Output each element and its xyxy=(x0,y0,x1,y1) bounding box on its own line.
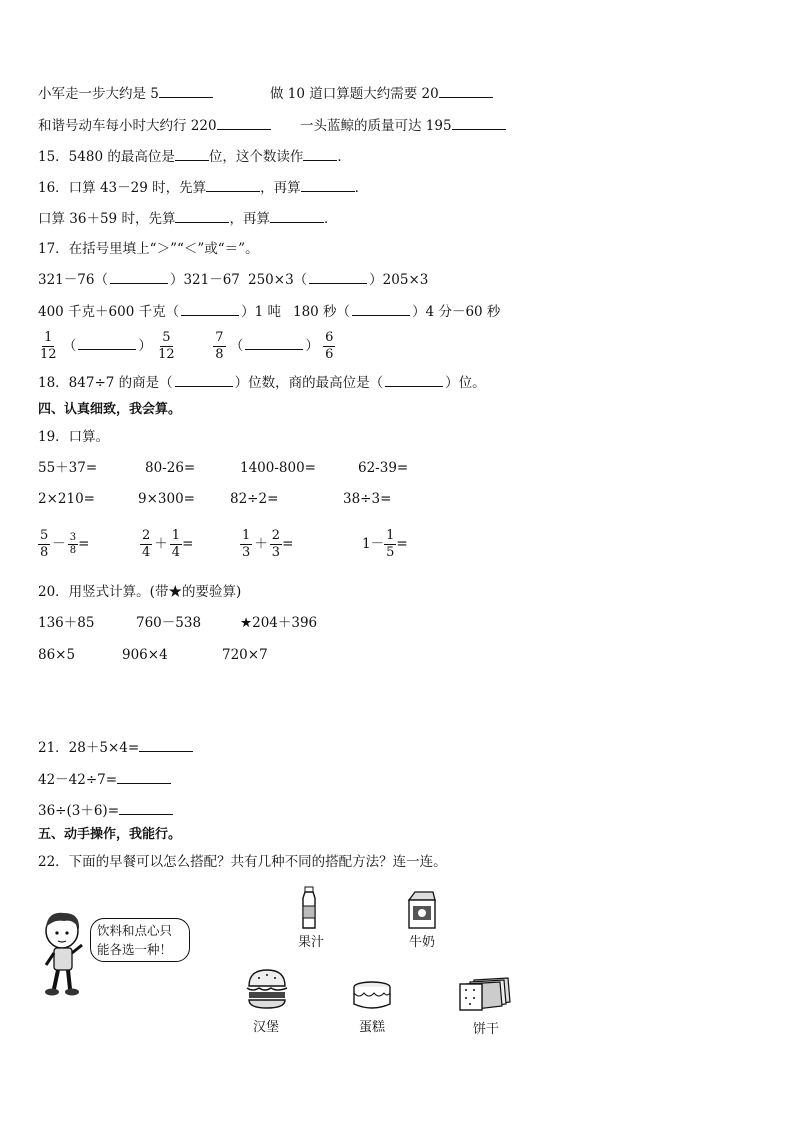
fraction xyxy=(38,528,50,561)
q-unit-step-text: 小军走一步大约是 5 xyxy=(38,86,159,102)
q17-text: ）4 分－60 秒 xyxy=(412,304,501,320)
q16-text-c: ． xyxy=(354,180,369,196)
q16-text-b: ，再算 xyxy=(260,180,301,196)
q-unit-train xyxy=(38,116,271,135)
question-21-c xyxy=(38,801,173,820)
answer-blank[interactable] xyxy=(309,272,367,284)
denominator: 8 xyxy=(215,347,224,362)
answer-blank[interactable] xyxy=(181,304,239,316)
answer-blank[interactable] xyxy=(270,209,324,223)
operator: ＋ xyxy=(254,536,268,552)
label-milk: 牛奶 xyxy=(408,935,435,950)
fraction xyxy=(384,528,396,561)
numerator: 1 xyxy=(386,528,395,543)
equals: = xyxy=(282,536,294,552)
answer-blank[interactable] xyxy=(217,116,271,130)
q21-text: 21．28＋5×4= xyxy=(38,740,140,756)
q19-frac-b xyxy=(140,524,193,564)
q17-row1-left xyxy=(38,271,240,289)
q15-text-c: ． xyxy=(337,149,351,165)
q17-text: ）205×3 xyxy=(369,272,429,288)
fraction xyxy=(140,528,152,561)
equals: = xyxy=(182,536,194,552)
q20-item: 760－538 xyxy=(136,615,202,631)
q19-item: 9×300= xyxy=(138,491,195,507)
q20-item: 720×7 xyxy=(222,647,268,663)
denominator: 6 xyxy=(325,347,334,362)
q19-item: 55＋37= xyxy=(38,460,98,476)
answer-blank[interactable] xyxy=(303,147,337,161)
numerator: 1 xyxy=(44,330,53,345)
equals: = xyxy=(396,536,408,552)
numerator: 2 xyxy=(271,528,281,543)
answer-blank[interactable] xyxy=(119,801,173,815)
denominator: 5 xyxy=(386,545,395,560)
speech-bubble xyxy=(90,918,190,962)
fraction xyxy=(68,532,78,557)
denominator: 12 xyxy=(40,347,57,362)
answer-blank[interactable] xyxy=(159,84,213,98)
answer-blank[interactable] xyxy=(139,738,193,752)
label-biscuit: 饼干 xyxy=(472,1022,499,1037)
q-unit-time-text: 做 10 道口算题大约需要 20 xyxy=(270,86,439,102)
q15-text-b: 位，这个数读作 xyxy=(208,149,304,165)
q19-item: 38÷3= xyxy=(343,491,392,507)
q18-text: 18．847÷7 的商是（ xyxy=(38,375,173,391)
boy-illustration xyxy=(34,905,94,1000)
answer-blank[interactable] xyxy=(78,338,136,350)
bubble-line-1: 饮料和点心只 xyxy=(97,923,173,938)
numerator: 5 xyxy=(40,528,49,543)
q16-text-a: 16．口算 43－29 时，先算 xyxy=(38,180,207,196)
fraction xyxy=(270,528,282,561)
answer-blank[interactable] xyxy=(110,272,168,284)
q-unit-whale xyxy=(300,116,506,135)
q17-text: 180 秒（ xyxy=(293,304,351,320)
q17-row2-left xyxy=(38,303,281,321)
q16-text-d: 口算 36＋59 时，先算 xyxy=(38,211,176,227)
q19-item: 82÷2= xyxy=(230,491,279,507)
answer-blank[interactable] xyxy=(439,84,493,98)
q17-row2-right xyxy=(293,303,500,321)
q-unit-train-text: 和谐号动车每小时大约行 220 xyxy=(38,118,217,134)
q-unit-time xyxy=(270,84,493,103)
answer-blank[interactable] xyxy=(352,304,410,316)
q17-text: 400 千克＋600 千克（ xyxy=(38,304,180,320)
q16-text-f: ． xyxy=(323,211,338,227)
q17-row1-right xyxy=(248,271,428,289)
biscuit-icon xyxy=(458,976,512,1012)
q-unit-whale-text: 一头蓝鲸的质量可达 195 xyxy=(300,118,452,134)
q19-item: 2×210= xyxy=(38,491,95,507)
denominator: 8 xyxy=(69,545,77,556)
question-16 xyxy=(38,178,368,197)
q17-row3 xyxy=(38,328,335,364)
cake-icon xyxy=(352,980,392,1010)
q21-text: 36÷(3＋6)= xyxy=(38,803,120,819)
operator: － xyxy=(52,536,66,552)
answer-blank[interactable] xyxy=(206,178,260,192)
label-juice: 果汁 xyxy=(297,935,324,950)
denominator: 8 xyxy=(40,545,49,560)
answer-blank[interactable] xyxy=(301,178,355,192)
bubble-line-2: 能各选一种！ xyxy=(97,942,173,957)
denominator: 3 xyxy=(271,545,281,560)
question-19-title: 19．口算。 xyxy=(38,429,110,445)
question-17-title: 17．在括号里填上“＞”“＜”或“＝”。 xyxy=(38,241,259,257)
numerator: 1 xyxy=(171,528,181,543)
question-16-b xyxy=(38,209,337,228)
q19-frac-c xyxy=(240,524,293,564)
numerator: 7 xyxy=(215,330,224,345)
answer-blank[interactable] xyxy=(175,209,229,223)
answer-blank[interactable] xyxy=(175,375,233,387)
q21-text: 42－42÷7= xyxy=(38,772,118,788)
label-cake: 蛋糕 xyxy=(358,1020,385,1035)
paren: （ xyxy=(229,338,244,354)
q19-text: 1－ xyxy=(362,536,385,552)
q-unit-step xyxy=(38,84,213,103)
numerator: 1 xyxy=(242,528,251,543)
q20-item: 906×4 xyxy=(122,647,168,663)
question-21-a xyxy=(38,738,193,757)
answer-blank[interactable] xyxy=(452,116,506,130)
q17-text: 321－76（ xyxy=(38,272,108,288)
fraction xyxy=(38,330,59,363)
burger-icon xyxy=(245,968,289,1010)
q16-text-e: ，再算 xyxy=(229,211,270,227)
q20-item: 86×5 xyxy=(38,647,76,663)
question-18 xyxy=(38,374,486,392)
q17-text: 250×3（ xyxy=(248,272,308,288)
section-4-heading: 四、认真细致，我会算。 xyxy=(38,402,182,417)
q20-item: 136＋85 xyxy=(38,615,95,631)
label-burger: 汉堡 xyxy=(252,1020,279,1035)
question-15 xyxy=(38,147,351,166)
juice-bottle-icon xyxy=(298,886,320,930)
numerator: 5 xyxy=(162,330,171,345)
question-20-title: 20．用竖式计算。(带★的要验算) xyxy=(38,584,242,600)
denominator: 4 xyxy=(171,545,181,560)
fraction xyxy=(240,528,252,561)
equals: = xyxy=(78,536,90,552)
operator: ＋ xyxy=(154,536,168,552)
q19-item: 80-26= xyxy=(145,460,196,476)
paren: ） xyxy=(305,338,319,354)
numerator: 6 xyxy=(325,330,334,345)
fraction xyxy=(170,528,182,561)
fraction xyxy=(323,330,335,363)
q15-text-a: 15．5480 的最高位是 xyxy=(38,149,175,165)
denominator: 4 xyxy=(142,545,151,560)
answer-blank[interactable] xyxy=(175,147,209,161)
numerator: 3 xyxy=(69,532,77,543)
paren: （ xyxy=(62,338,77,354)
section-5-heading: 五、动手操作，我能行。 xyxy=(38,827,182,842)
q19-frac-d xyxy=(362,524,408,564)
answer-blank[interactable] xyxy=(245,338,303,350)
q19-item: 1400-800= xyxy=(240,460,316,476)
answer-blank[interactable] xyxy=(385,375,443,387)
paren: ） xyxy=(138,338,152,354)
answer-blank[interactable] xyxy=(117,770,171,784)
q20-item: ★204＋396 xyxy=(240,615,318,631)
question-22-title: 22．下面的早餐可以怎么搭配？共有几种不同的搭配方法？连一连。 xyxy=(38,854,447,870)
denominator: 3 xyxy=(242,545,251,560)
fraction xyxy=(156,330,177,363)
q19-frac-a xyxy=(38,524,89,564)
q19-item: 62-39= xyxy=(358,460,409,476)
milk-carton-icon xyxy=(405,890,439,930)
fraction xyxy=(213,330,225,363)
denominator: 12 xyxy=(158,347,175,362)
question-21-b xyxy=(38,770,171,789)
numerator: 2 xyxy=(142,528,151,543)
q17-text: ）1 吨 xyxy=(241,304,282,320)
q18-text: ）位数，商的最高位是（ xyxy=(234,375,384,391)
q17-text: ）321－67 xyxy=(169,272,240,288)
q18-text: ）位。 xyxy=(445,375,486,391)
